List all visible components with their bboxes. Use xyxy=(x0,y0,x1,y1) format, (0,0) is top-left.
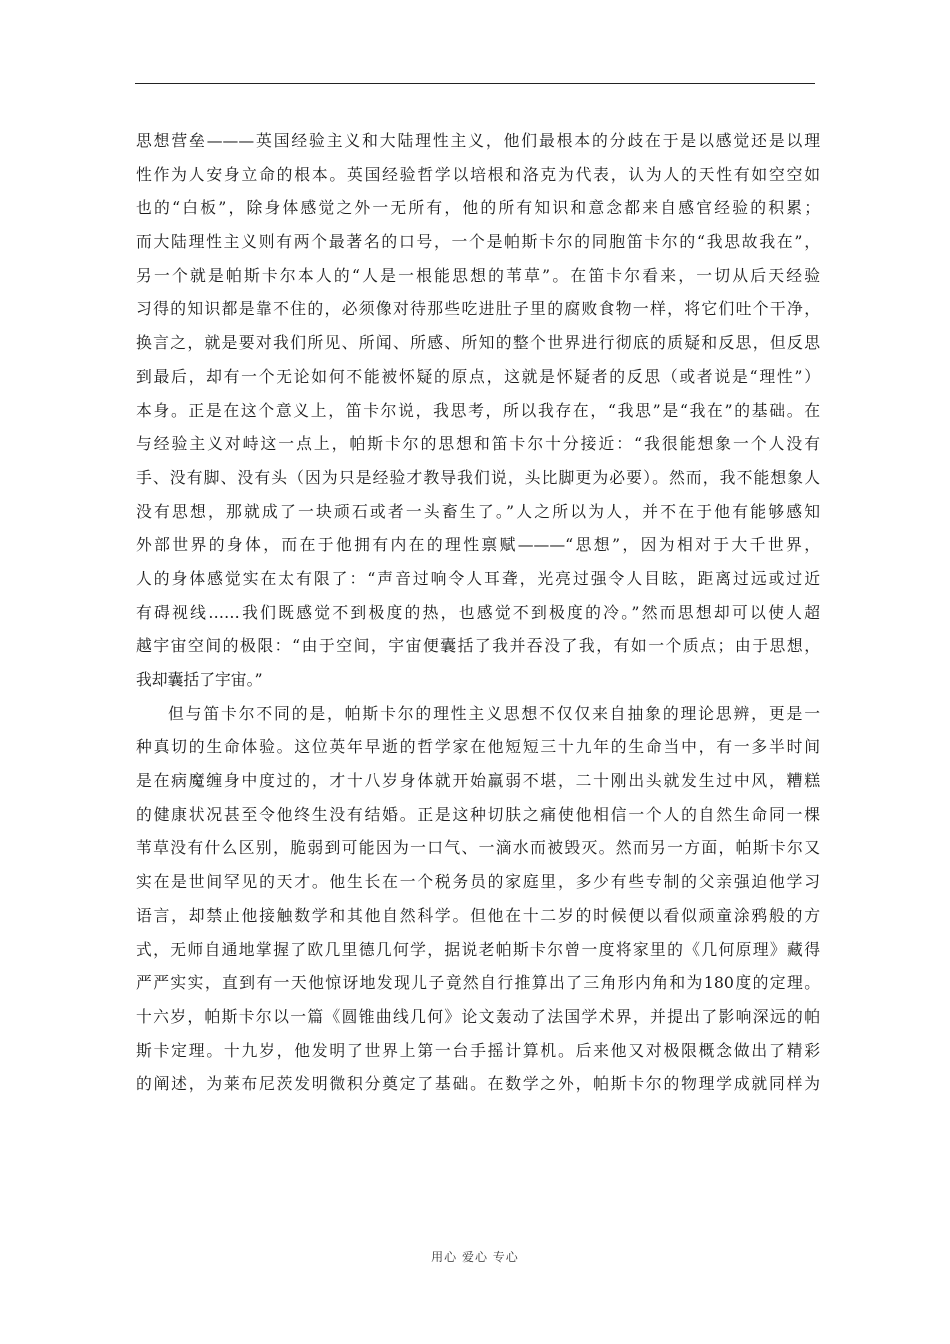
text-line: 性作为人安身立命的根本。英国经验哲学以培根和洛克为代表，认为人的天性有如空空如 xyxy=(136,164,820,184)
text-line: 而大陆理性主义则有两个最著名的口号，一个是帕斯卡尔的同胞笛卡尔的“我思故我在”， xyxy=(136,232,820,252)
page-footer: 用心 爱心 专心 xyxy=(431,1250,519,1264)
text-line: 是在病魔缠身中度过的，才十八岁身体就开始羸弱不堪，二十刚出头就发生过中风，糟糕 xyxy=(136,771,820,791)
text-line: 的健康状况甚至令他终生没有结婚。正是这种切肤之痛使他相信一个人的自然生命同一棵 xyxy=(136,804,820,824)
text-line: 本身。正是在这个意义上，笛卡尔说，我思考，所以我存在，“我思”是“我在”的基础。在 xyxy=(136,400,820,420)
text-line: 换言之，就是要对我们所见、所闻、所感、所知的整个世界进行彻底的质疑和反思，但反思 xyxy=(136,333,820,353)
text-line: 人的身体感觉实在太有限了：“声音过响令人耳聋，光亮过强令人目眩，距离过远或过近 xyxy=(136,568,820,588)
text-line: 有碍视线……我们既感觉不到极度的热，也感觉不到极度的冷。”然而思想却可以使人超 xyxy=(136,602,820,622)
text-line: 与经验主义对峙这一点上，帕斯卡尔的思想和笛卡尔十分接近：“我很能想象一个人没有 xyxy=(136,434,820,454)
text-line: 苇草没有什么区别，脆弱到可能因为一口气、一滴水而被毁灭。然而另一方面，帕斯卡尔又 xyxy=(136,838,820,858)
text-line: 我却囊括了宇宙。” xyxy=(136,670,263,689)
text-line: 斯卡定理。十九岁，他发明了世界上第一台手摇计算机。后来他又对极限概念做出了精彩 xyxy=(136,1040,820,1060)
body-text xyxy=(136,124,820,1101)
text-line: 没有思想，那就成了一块顽石或者一头畜生了。”人之所以为人，并不在于他有能够感知 xyxy=(136,501,820,521)
text-line: 严严实实，直到有一天他惊讶地发现儿子竟然自行推算出了三角形内角和为180度的定理。 xyxy=(136,973,820,993)
text-line: 种真切的生命体验。这位英年早逝的哲学家在他短短三十九年的生命当中，有一多半时间 xyxy=(136,737,820,757)
text-line: 但与笛卡尔不同的是，帕斯卡尔的理性主义思想不仅仅来自抽象的理论思辨，更是一 xyxy=(168,703,820,723)
text-line: 习得的知识都是靠不住的，必须像对待那些吃进肚子里的腐败食物一样，将它们吐个干净， xyxy=(136,299,820,319)
text-line: 另一个就是帕斯卡尔本人的“人是一根能思想的苇草”。在笛卡尔看来，一切从后天经验 xyxy=(136,265,820,285)
text-line: 思想营垒———英国经验主义和大陆理性主义，他们最根本的分歧在于是以感觉还是以理 xyxy=(136,131,820,150)
text-line: 语言，却禁止他接触数学和其他自然科学。但他在十二岁的时候便以看似顽童涂鸦般的方 xyxy=(136,905,820,925)
text-line: 的阐述，为莱布尼茨发明微积分奠定了基础。在数学之外，帕斯卡尔的物理学成就同样为 xyxy=(136,1074,820,1094)
text-line: 式，无师自通地掌握了欧几里德几何学，据说老帕斯卡尔曾一度将家里的《几何原理》藏得 xyxy=(136,939,820,959)
header-rule xyxy=(135,83,815,84)
text-line: 手、没有脚、没有头（因为只是经验才教导我们说，头比脚更为必要）。然而，我不能想象人 xyxy=(136,467,820,487)
text-line: 也的“白板”，除身体感觉之外一无所有，他的所有知识和意念都来自感官经验的积累； xyxy=(136,198,820,218)
text-line: 到最后，却有一个无论如何不能被怀疑的原点，这就是怀疑者的反思（或者说是“理性”） xyxy=(136,366,820,386)
text-line: 十六岁，帕斯卡尔以一篇《圆锥曲线几何》论文轰动了法国学术界，并提出了影响深远的帕 xyxy=(136,1006,820,1026)
text-line: 外部世界的身体，而在于他拥有内在的理性禀赋———“思想”，因为相对于大千世界， xyxy=(136,535,820,555)
text-line: 实在是世间罕见的天才。他生长在一个税务员的家庭里，多少有些专制的父亲强迫他学习 xyxy=(136,872,820,892)
text-line: 越宇宙空间的极限：“由于空间，宇宙便囊括了我并吞没了我，有如一个质点；由于思想， xyxy=(136,636,820,656)
